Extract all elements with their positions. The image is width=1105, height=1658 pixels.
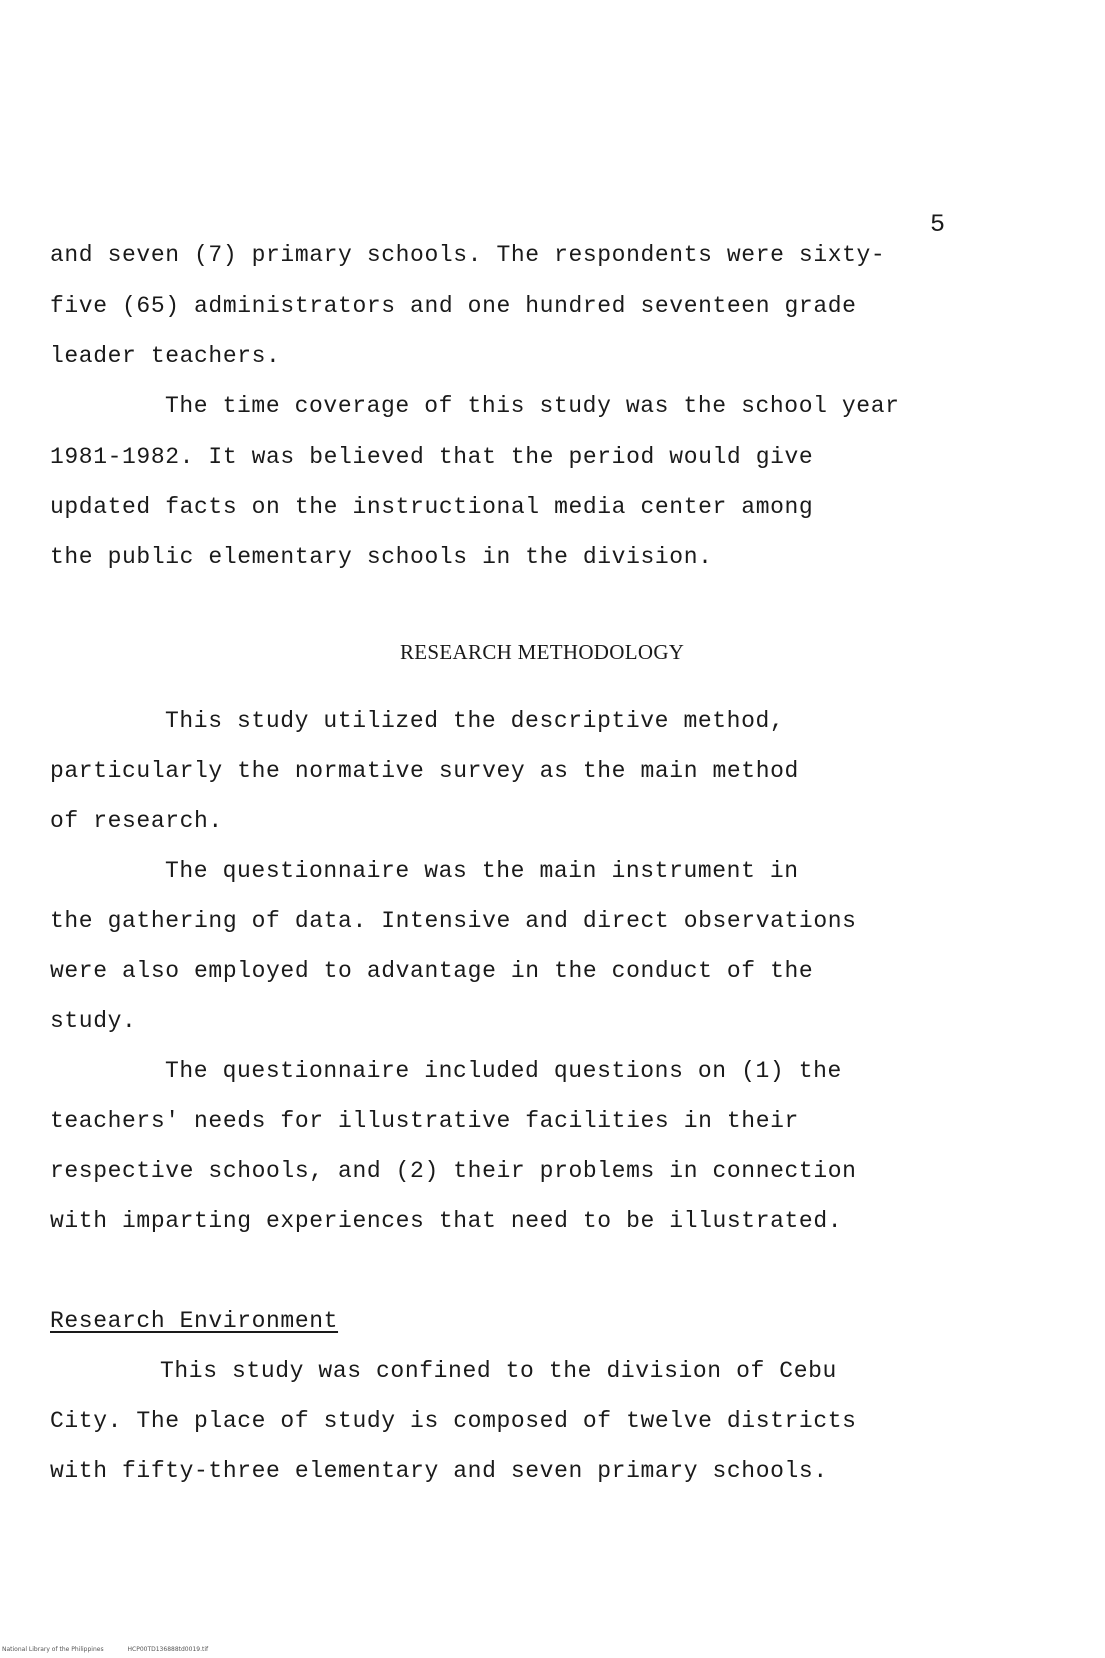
text-line: with imparting experiences that need to be illustrated.: [50, 1208, 843, 1234]
text-line: of research.: [50, 808, 223, 834]
text-line: leader teachers.: [50, 343, 281, 369]
text-line: teachers' needs for illustrative facilities in their: [50, 1108, 799, 1134]
footer-file-code: HCP00TD136888td0019.tif: [127, 1646, 209, 1653]
text-line: respective schools, and (2) their problems in connection: [50, 1158, 857, 1184]
text-line: updated facts on the instructional media center among: [50, 494, 814, 520]
section-heading: RESEARCH METHODOLOGY: [400, 640, 685, 664]
text-line: study.: [50, 1008, 137, 1034]
text-line: The questionnaire was the main instrument in: [165, 858, 799, 884]
page-number: 5: [930, 210, 946, 239]
text-line: City. The place of study is composed of twelve districts: [50, 1408, 857, 1434]
text-line: and seven (7) primary schools. The respondents were sixty-: [50, 242, 886, 268]
text-line: five (65) administrators and one hundred seventeen grade: [50, 293, 857, 319]
scan-footer: [2, 1646, 230, 1653]
text-line: 1981-1982. It was believed that the period would give: [50, 444, 814, 470]
text-line: The questionnaire included questions on (1) the: [165, 1058, 842, 1084]
text-line: particularly the normative survey as the main method: [50, 758, 799, 784]
text-line: This study utilized the descriptive method,: [165, 708, 785, 734]
footer-library: National Library of the Philippines: [2, 1646, 104, 1653]
text-line: the public elementary schools in the division.: [50, 544, 713, 570]
section-subheading: Research Environment: [50, 1308, 339, 1334]
text-line: were also employed to advantage in the conduct of the: [50, 958, 814, 984]
text-line: with fifty-three elementary and seven primary schools.: [50, 1458, 828, 1484]
text-line: This study was confined to the division of Cebu: [160, 1358, 837, 1384]
text-line: The time coverage of this study was the school year: [165, 393, 900, 419]
text-line: the gathering of data. Intensive and direct observations: [50, 908, 857, 934]
